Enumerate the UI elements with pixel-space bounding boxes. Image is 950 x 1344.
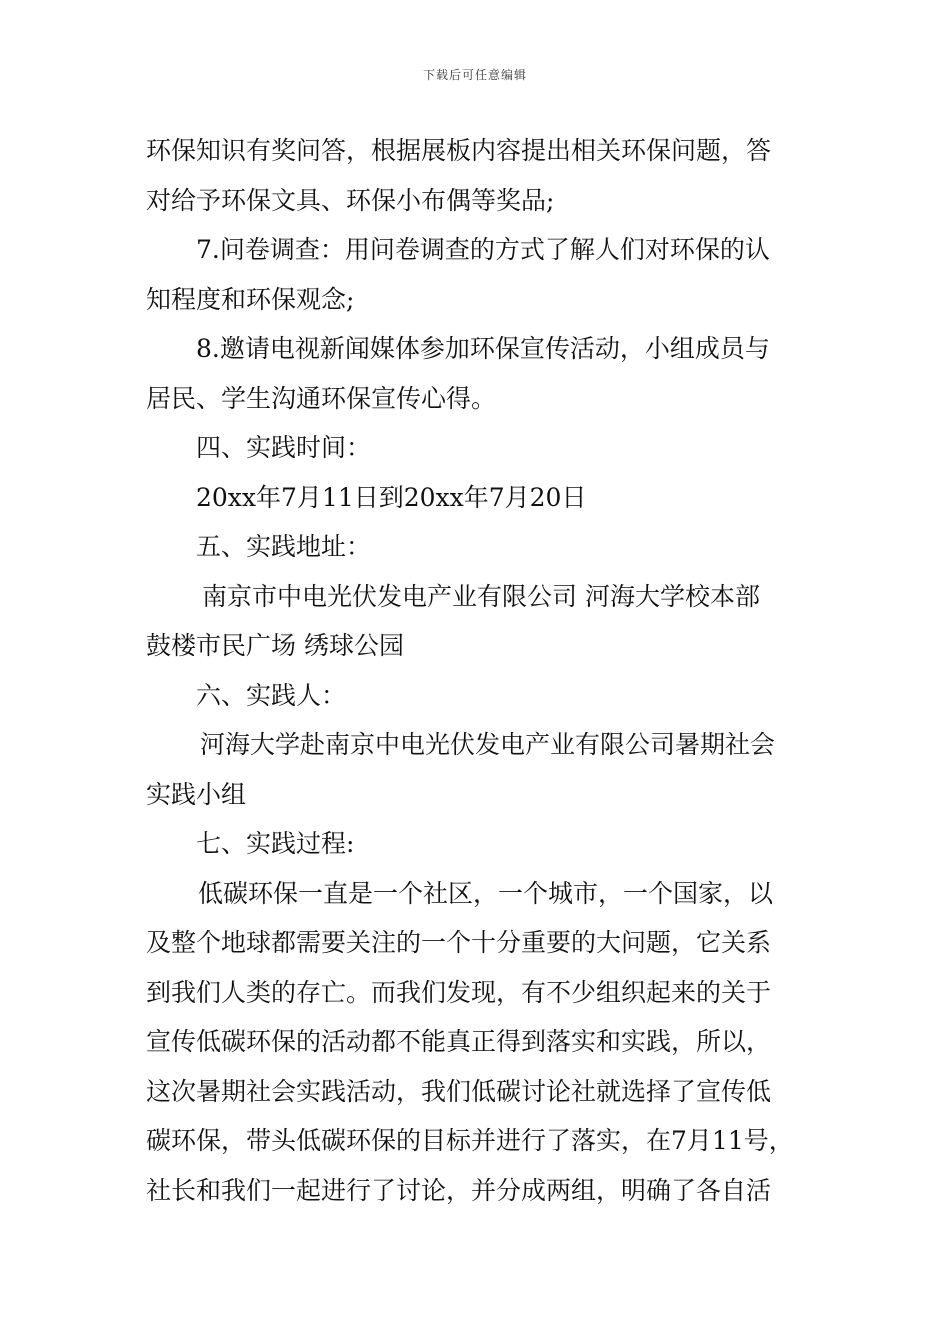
section-heading: 七、实践过程: [196,829,355,858]
text-line: 及整个地球都需要关注的一个十分重要的大问题，它关系 [146,928,772,957]
text-line: 实践小组 [146,779,247,809]
document-body [146,126,808,1215]
text-line: 宣传低碳环保的活动都不能真正得到落实和实践，所以， [146,1027,772,1056]
section-heading: 六、实践人： [196,680,347,710]
text-line: 7.问卷调查：用问卷调查的方式了解人们对环保的认 [196,235,770,264]
page-header-note: 下载后可任意编辑 [422,68,527,82]
text-line: 到我们人类的存亡。而我们发现，有不少组织起来的关于 [146,977,772,1007]
section-heading: 四、实践时间： [196,433,372,462]
text-line: 南京市中电光伏发电产业有限公司 河海大学校本部 [202,581,760,611]
text-line: 8.邀请电视新闻媒体参加环保宣传活动，小组成员与 [196,334,770,363]
text-line: 对给予环保文具、环保小布偶等奖品; [146,185,555,215]
text-line: 这次暑期社会实践活动，我们低碳讨论社就选择了宣传低 [146,1076,772,1106]
text-line: 居民、学生沟通环保宣传心得。 [146,383,497,413]
section-heading: 五、实践地址： [196,532,372,561]
text-line: 河海大学赴南京中电光伏发电产业有限公司暑期社会 [200,730,776,759]
text-line: 低碳环保一直是一个社区，一个城市，一个国家，以 [198,878,774,908]
text-line: 碳环保，带头低碳环保的目标并进行了落实，在7月11号， [146,1126,794,1155]
text-line: 知程度和环保观念; [146,284,355,314]
text-line: 20xx年7月11日到20xx年7月20日 [196,482,587,512]
text-line: 环保知识有奖问答，根据展板内容提出相关环保问题，答 [146,136,772,165]
text-line: 鼓楼市民广场 绣球公园 [146,631,404,660]
text-line: 社长和我们一起进行了讨论，并分成两组，明确了各自活 [146,1175,772,1205]
